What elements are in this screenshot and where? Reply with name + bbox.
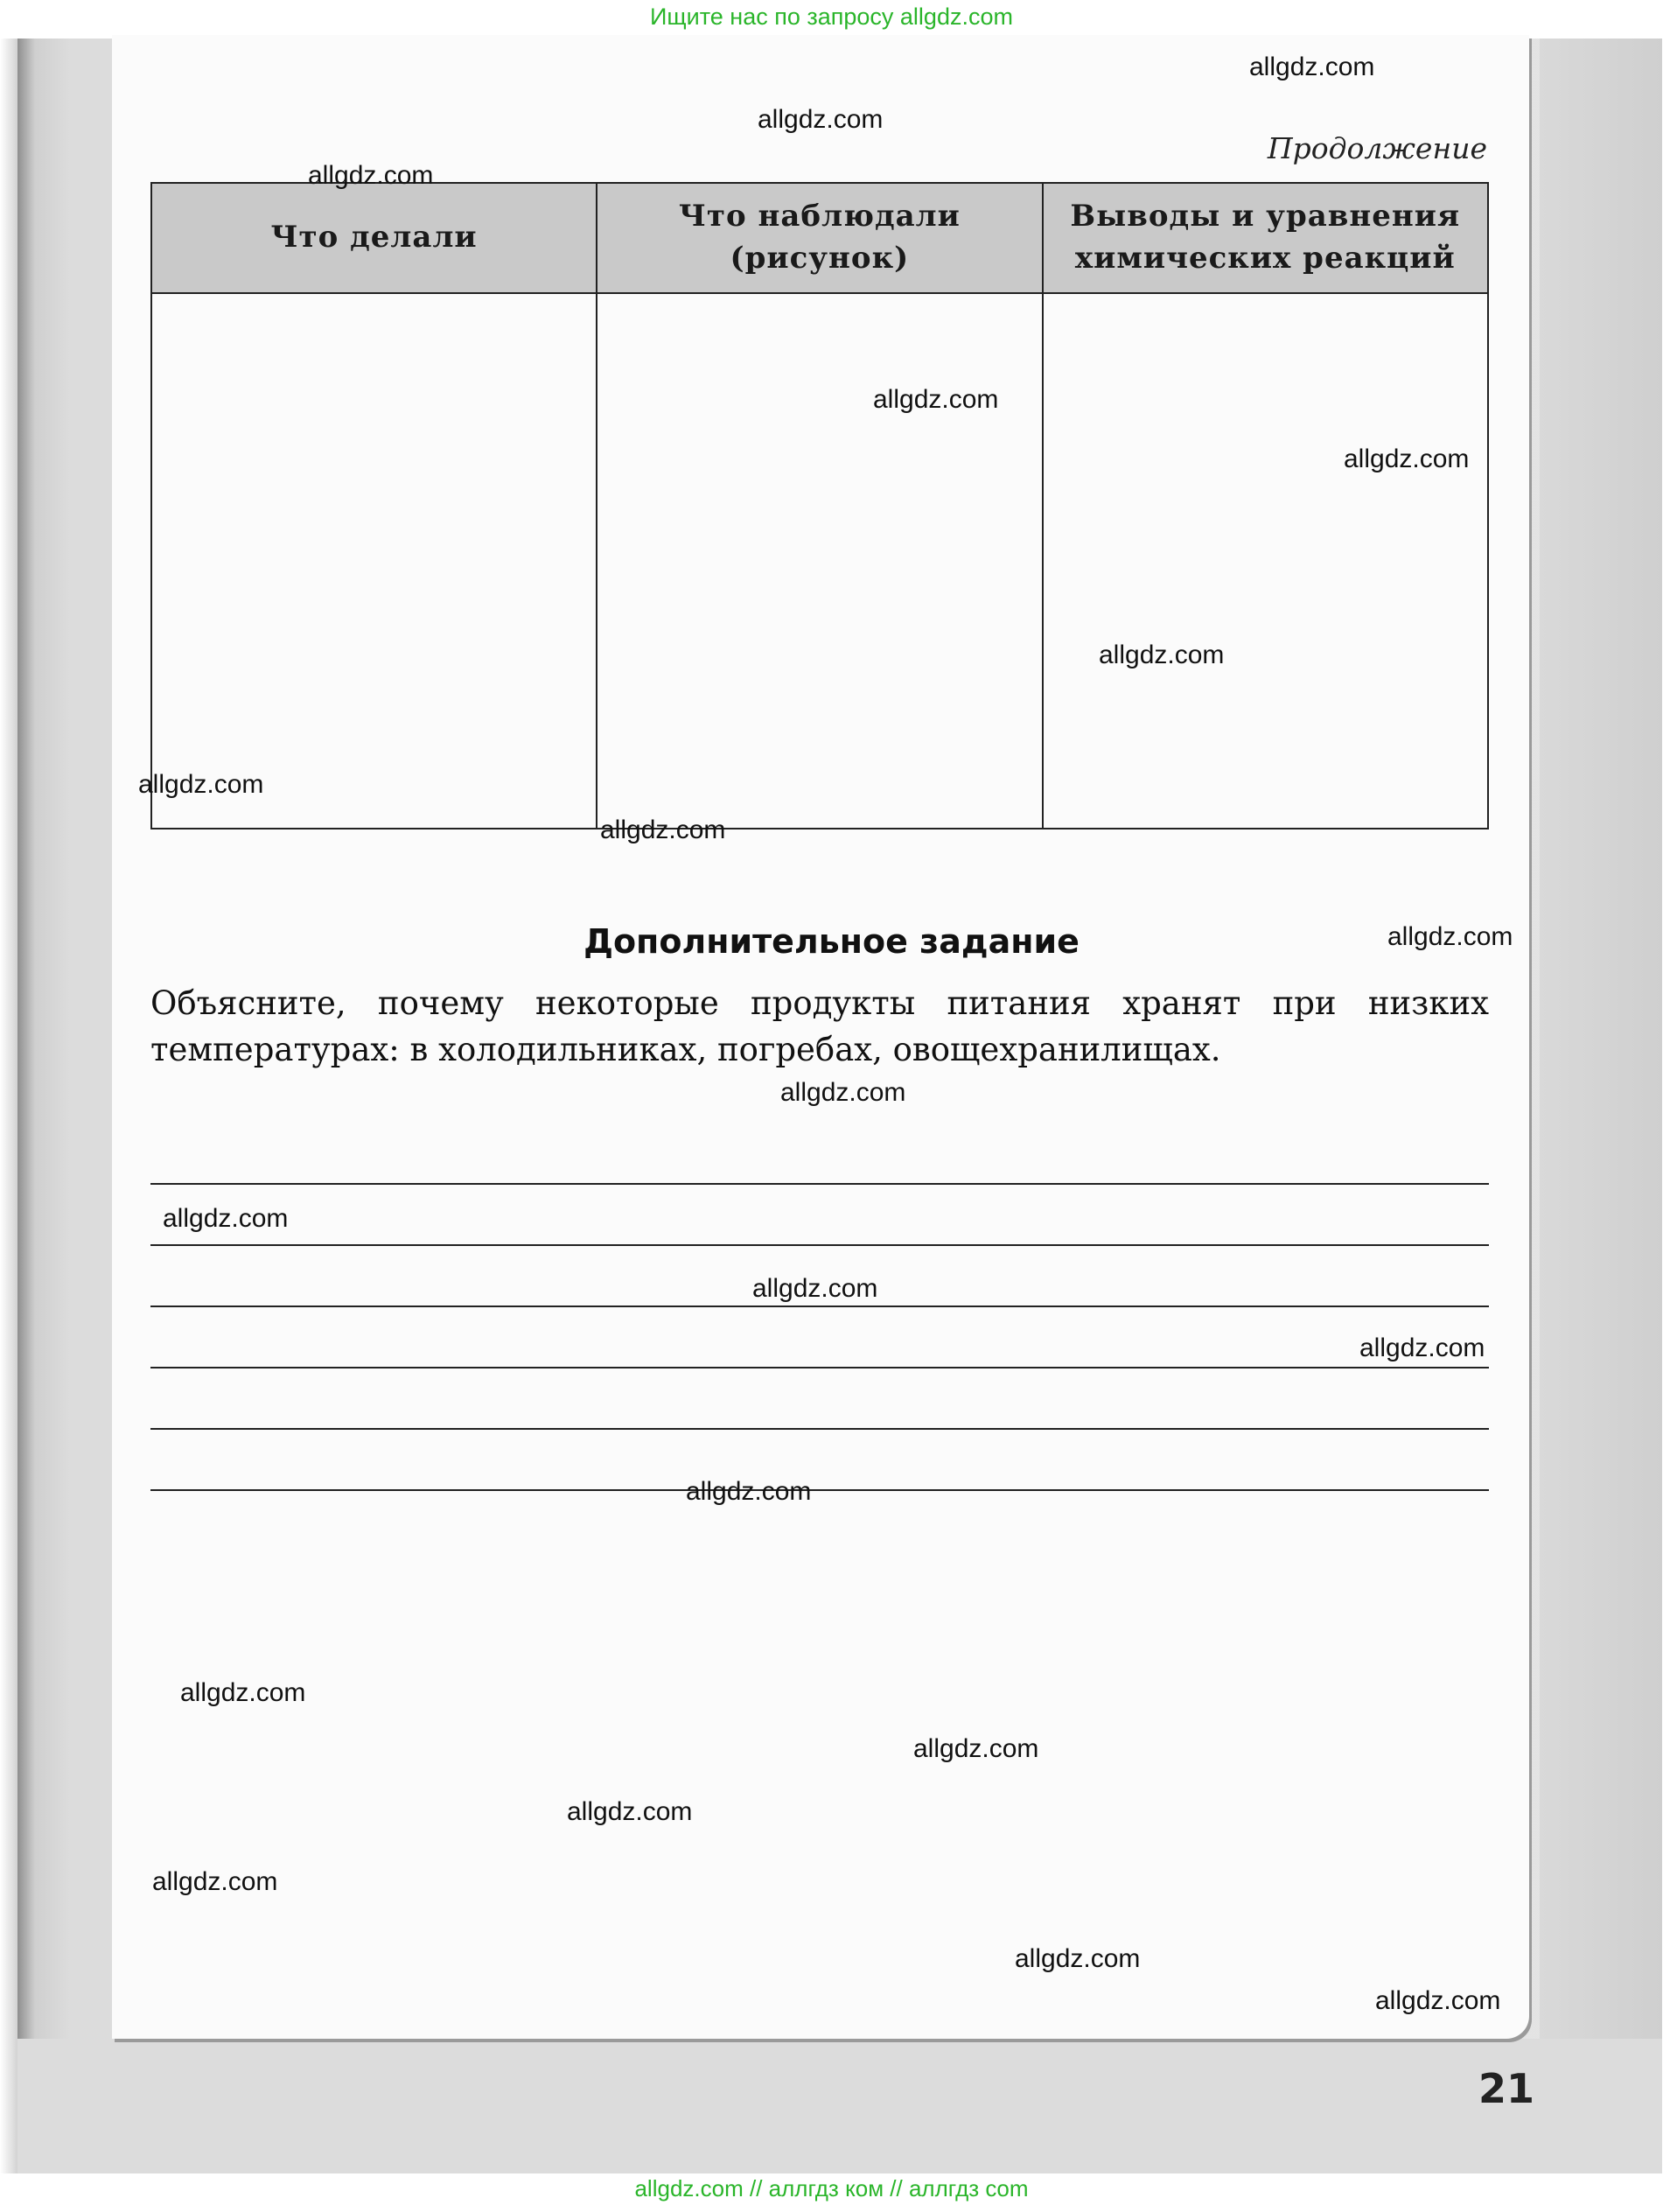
top-banner[interactable]: Ищите нас по запросу allgdz.com (650, 4, 1013, 30)
watermark: allgdz.com (567, 1797, 693, 1826)
answer-line[interactable] (150, 1244, 1489, 1246)
continuation-label: Продолжение (1267, 131, 1487, 165)
watermark: allgdz.com (1375, 1986, 1501, 2015)
answer-line[interactable] (150, 1367, 1489, 1368)
page-number: 21 (1478, 2065, 1535, 2112)
watermark: allgdz.com (758, 105, 884, 134)
watermark: allgdz.com (1099, 640, 1225, 669)
answer-line[interactable] (150, 1306, 1489, 1307)
watermark: allgdz.com (1249, 52, 1375, 81)
watermark: allgdz.com (600, 816, 726, 844)
task-text: Объясните, почему некоторые продукты питания хранят при низких температурах: в холодильниках, погребах, овощехранилищах. (150, 984, 1489, 1068)
answer-line[interactable] (150, 1489, 1489, 1491)
scan-right-page-edge (1540, 38, 1662, 2174)
watermark: allgdz.com (913, 1734, 1039, 1763)
answer-cell-actions[interactable] (151, 293, 597, 829)
column-header-actions: Что делали (151, 183, 597, 293)
watermark: allgdz.com (138, 770, 264, 799)
answer-line[interactable] (150, 1428, 1489, 1430)
answer-cell-observations[interactable] (597, 293, 1042, 829)
watermark: allgdz.com (1387, 922, 1513, 951)
answer-cell-conclusions[interactable] (1043, 293, 1488, 829)
watermark: allgdz.com (1344, 444, 1470, 473)
watermark: allgdz.com (686, 1477, 812, 1506)
section-title: Дополнительное задание (583, 922, 1080, 961)
watermark: allgdz.com (1359, 1334, 1485, 1362)
watermark: allgdz.com (163, 1204, 289, 1233)
watermark: allgdz.com (180, 1678, 306, 1707)
watermark: allgdz.com (873, 385, 999, 414)
answer-line[interactable] (150, 1183, 1489, 1185)
watermark: allgdz.com (780, 1078, 906, 1107)
watermark: allgdz.com (152, 1867, 278, 1896)
observation-table (150, 182, 1489, 830)
bottom-banner[interactable]: allgdz.com // аллгдз ком // аллгдз com (634, 2175, 1029, 2202)
watermark: allgdz.com (308, 161, 434, 190)
column-header-conclusions: Выводы и уравнения химических реакций (1043, 183, 1488, 293)
column-header-observations: Что наблюдали (рисунок) (597, 183, 1042, 293)
watermark: allgdz.com (752, 1274, 878, 1303)
watermark: allgdz.com (1015, 1944, 1141, 1973)
scan-bottom-margin (17, 2039, 1662, 2174)
